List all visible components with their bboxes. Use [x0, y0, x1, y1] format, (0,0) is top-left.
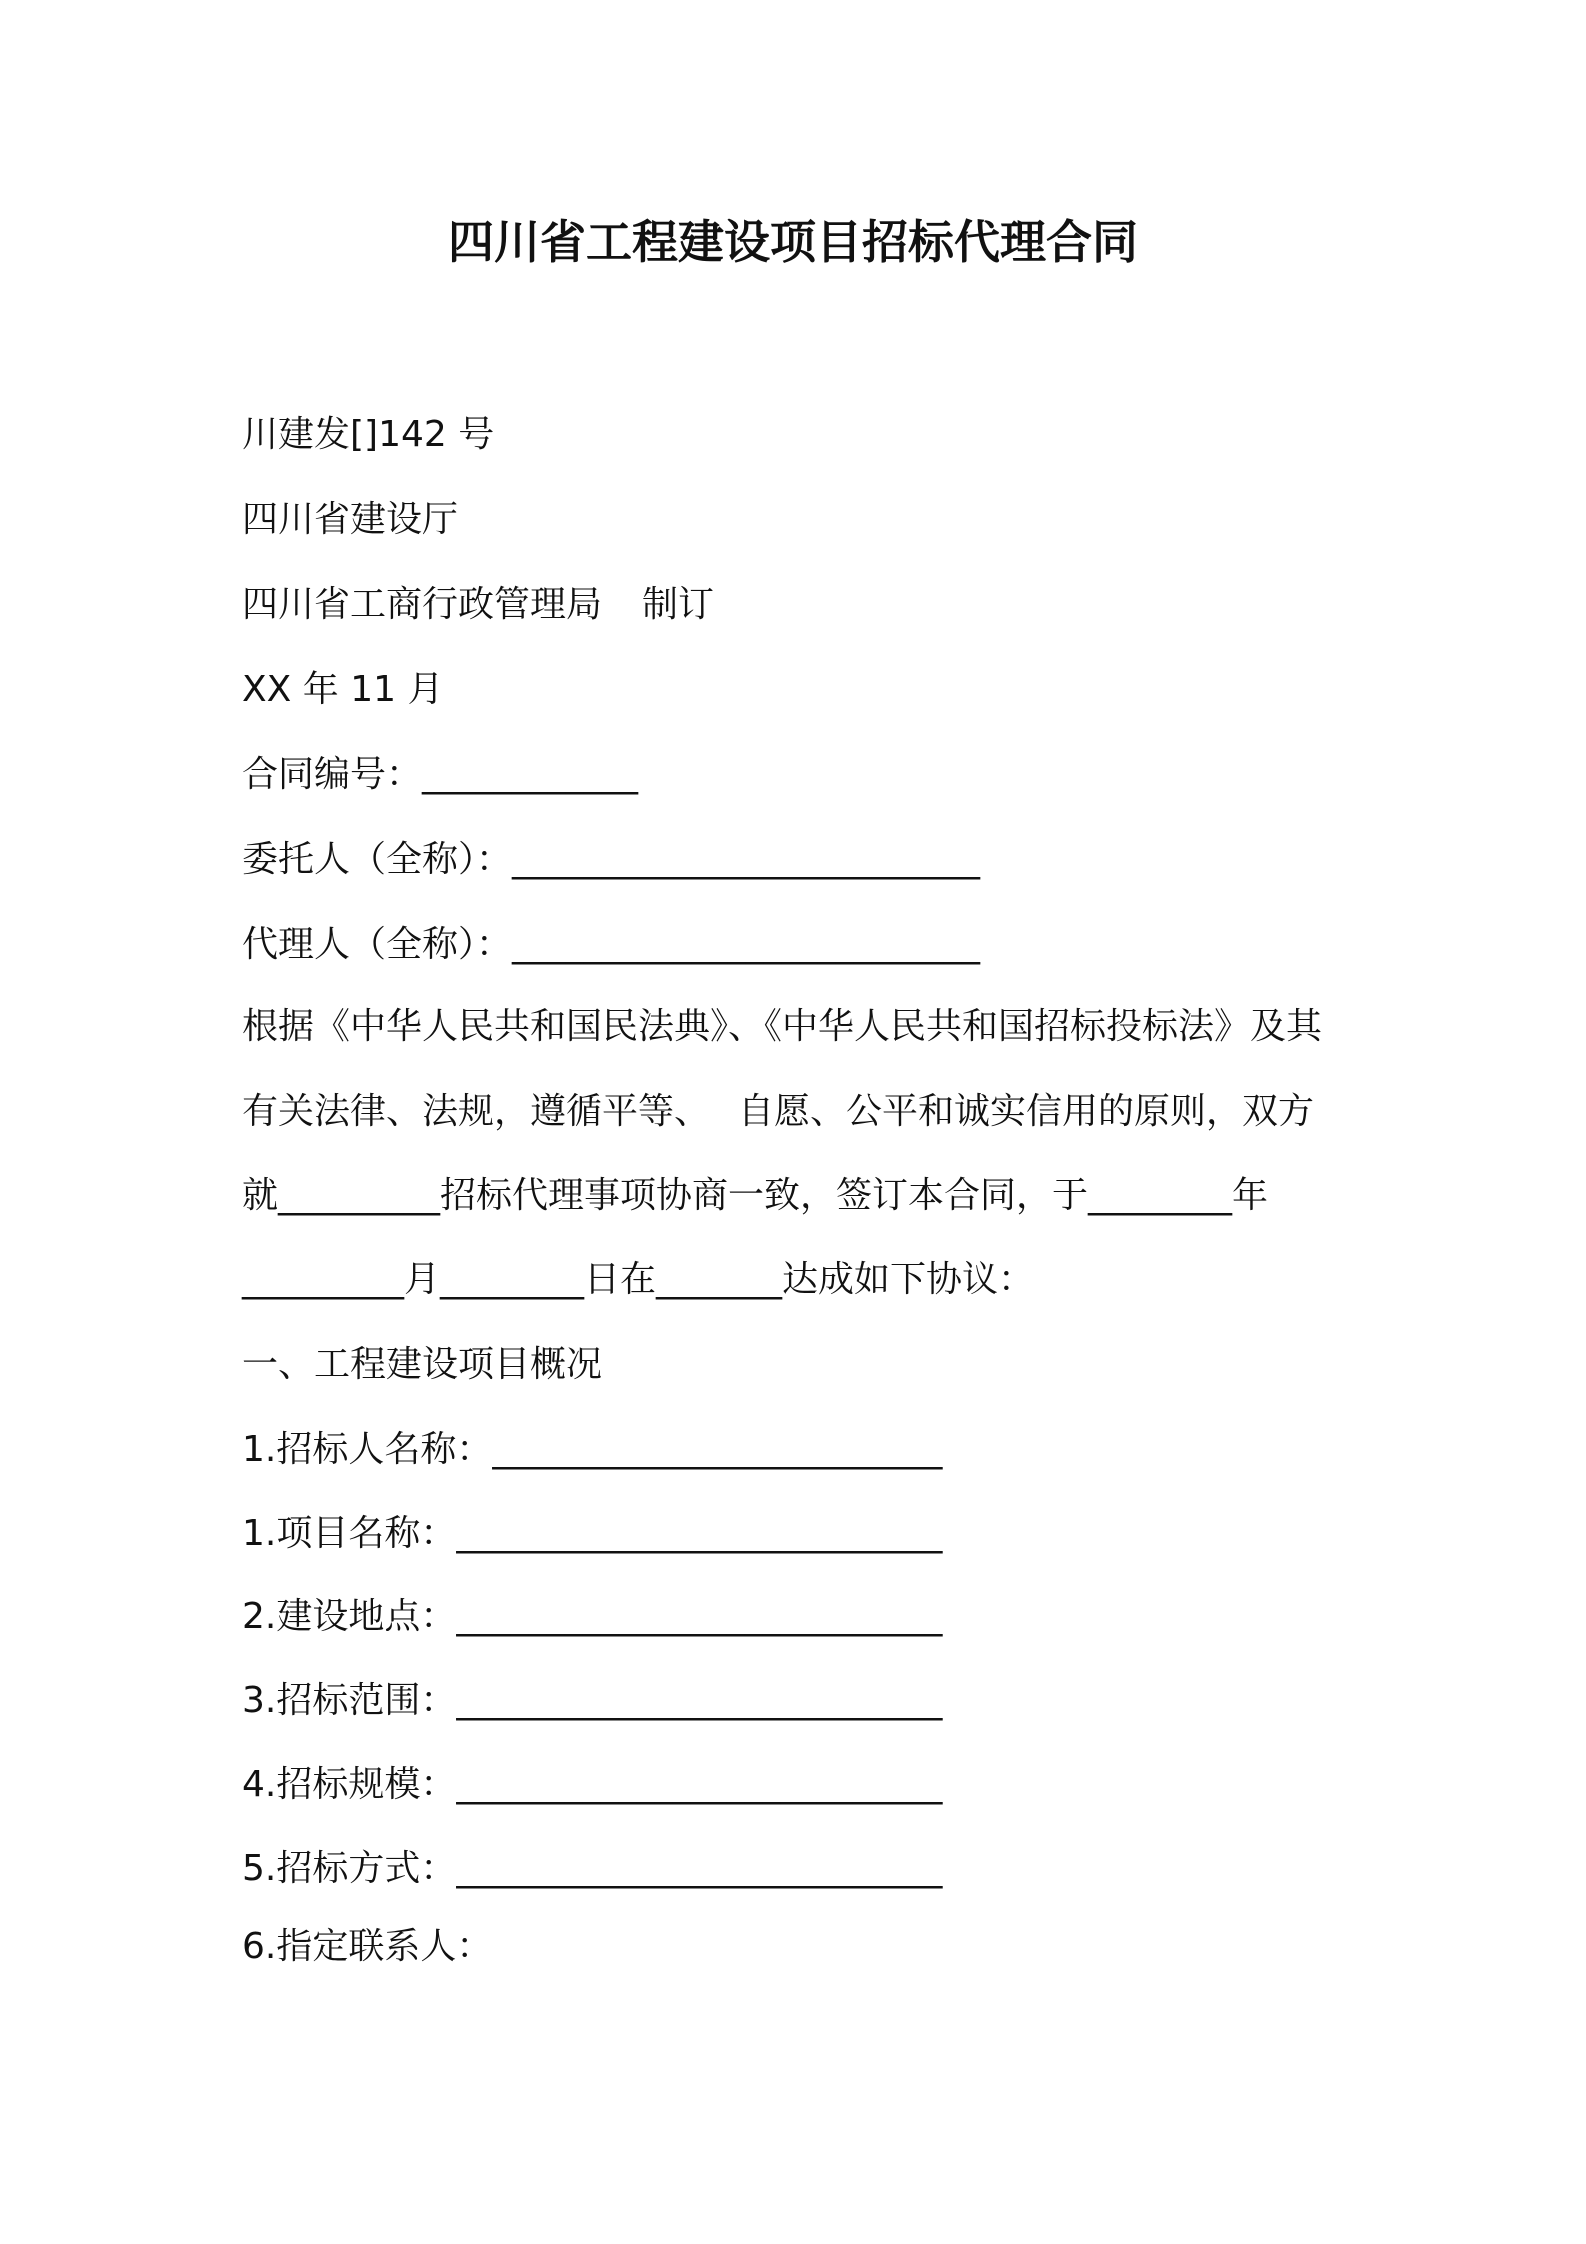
- issuer-construction-dept: 四川省建设厅: [242, 499, 459, 540]
- item-tender-scale: 4.招标规模：___________________________: [242, 1764, 943, 1805]
- section-1-heading: 一、工程建设项目概况: [242, 1344, 603, 1385]
- preamble-line-2: [242, 1087, 1314, 1137]
- agent-name-field: 代理人（全称）：__________________________: [242, 924, 981, 965]
- issuer-commerce-bureau: 四川省工商行政管理局: [242, 584, 603, 625]
- preamble-line-2-part-b: 自愿、公平和诚实信用的原则，双方: [738, 1091, 1315, 1132]
- contract-number-field: 合同编号：____________: [242, 754, 639, 795]
- document-number: 川建发[]142 号: [242, 414, 495, 455]
- issue-date: XX 年 11 月: [242, 669, 444, 710]
- document-title: 四川省工程建设项目招标代理合同: [448, 215, 1138, 269]
- item-tender-scope: 3.招标范围：___________________________: [242, 1680, 943, 1721]
- principal-name-field: 委托人（全称）：__________________________: [242, 839, 981, 880]
- item-tender-method: 5.招标方式：___________________________: [242, 1848, 943, 1889]
- item-construction-site: 2.建设地点：___________________________: [242, 1596, 943, 1637]
- item-tenderer-name: 1.招标人名称：_________________________: [242, 1429, 943, 1470]
- item-contact-person: 6.指定联系人：: [242, 1926, 493, 1967]
- preamble-line-3: 就_________招标代理事项协商一致，签订本合同，于________年: [242, 1175, 1269, 1216]
- item-project-name: 1.项目名称：___________________________: [242, 1513, 943, 1554]
- preamble-line-1: 根据《中华人民共和国民法典》、《中华人民共和国招标投标法》及其: [242, 1006, 1323, 1047]
- issuer-line: [242, 580, 714, 630]
- preamble-line-4: _________月________日在_______达成如下协议：: [242, 1259, 1035, 1300]
- issuer-suffix: 制订: [642, 584, 715, 625]
- preamble-line-2-part-a: 有关法律、法规，遵循平等、: [242, 1091, 711, 1132]
